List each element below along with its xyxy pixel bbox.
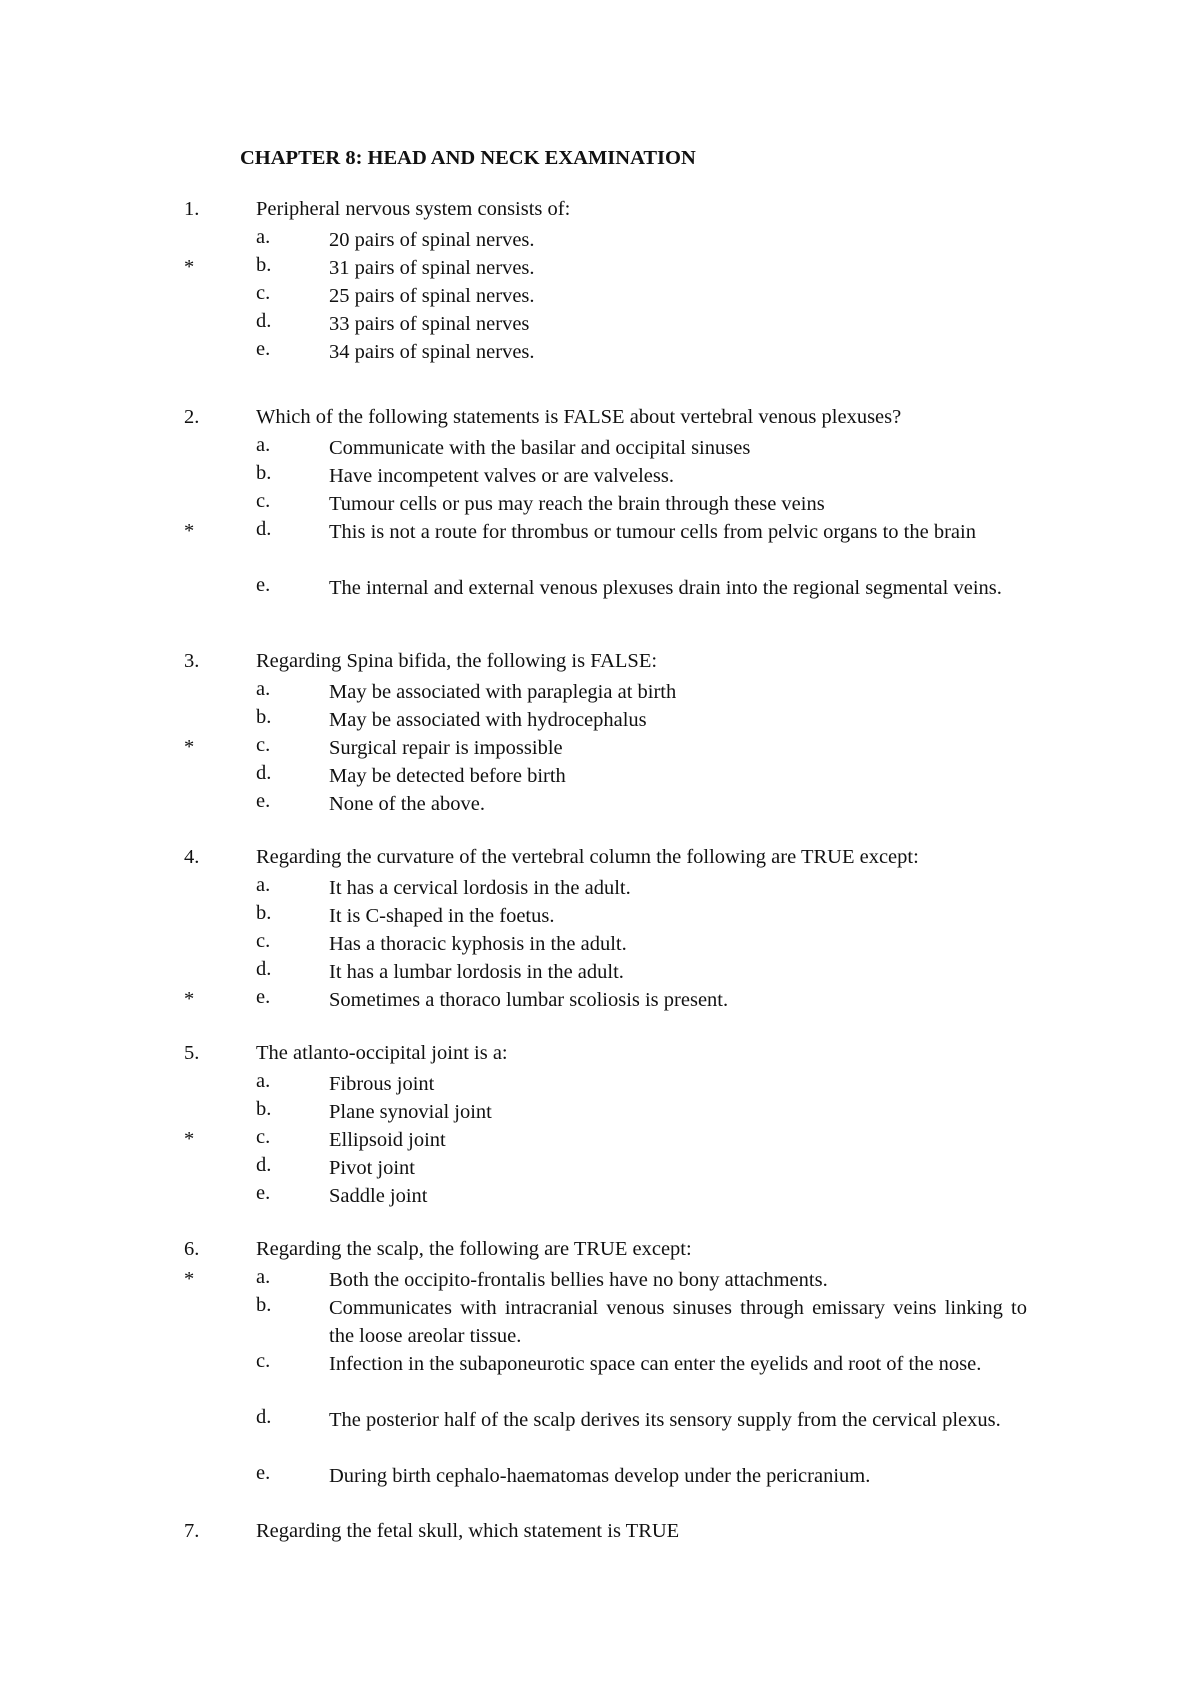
question-7 bbox=[0, 1520, 1200, 1548]
option-letter: c. bbox=[256, 1126, 271, 1148]
question-stem bbox=[0, 1520, 1200, 1548]
answer-marker: * bbox=[184, 520, 195, 542]
option-letter: a. bbox=[256, 678, 271, 700]
option-text: The internal and external venous plexuses drain into the regional segmental veins. bbox=[329, 577, 1002, 599]
option-letter: e. bbox=[256, 1182, 271, 1204]
option-letter: a. bbox=[256, 434, 271, 456]
option-text: 31 pairs of spinal nerves. bbox=[329, 257, 535, 279]
option-letter: e. bbox=[256, 986, 271, 1008]
answer-marker: * bbox=[184, 256, 195, 278]
option-text: Both the occipito-frontalis bellies have no bony attachments. bbox=[329, 1269, 828, 1291]
answer-marker: * bbox=[184, 1128, 195, 1150]
option-row bbox=[0, 434, 1200, 462]
question-2 bbox=[0, 406, 1200, 630]
option-text: It has a cervical lordosis in the adult. bbox=[329, 877, 631, 899]
option-row bbox=[0, 706, 1200, 734]
option-letter: d. bbox=[256, 958, 272, 980]
question-text: Regarding the fetal skull, which statement is TRUE bbox=[256, 1520, 680, 1542]
option-text: It has a lumbar lordosis in the adult. bbox=[329, 961, 624, 983]
option-letter: a. bbox=[256, 1070, 271, 1092]
option-row bbox=[0, 1294, 1200, 1350]
option-row bbox=[0, 1350, 1200, 1406]
option-text: May be detected before birth bbox=[329, 765, 566, 787]
option-text: 34 pairs of spinal nerves. bbox=[329, 341, 535, 363]
option-text: Pivot joint bbox=[329, 1157, 416, 1179]
option-letter: d. bbox=[256, 762, 272, 784]
option-text: This is not a route for thrombus or tumour cells from pelvic organs to the brain bbox=[329, 521, 976, 543]
option-letter: e. bbox=[256, 1462, 271, 1484]
option-row bbox=[0, 490, 1200, 518]
question-text: Regarding the curvature of the vertebral column the following are TRUE except: bbox=[256, 846, 919, 868]
option-text: It is C-shaped in the foetus. bbox=[329, 905, 555, 927]
option-letter: b. bbox=[256, 254, 272, 276]
question-text: Peripheral nervous system consists of: bbox=[256, 198, 571, 220]
option-letter: a. bbox=[256, 874, 271, 896]
option-text: 25 pairs of spinal nerves. bbox=[329, 285, 535, 307]
question-number: 1. bbox=[184, 198, 200, 220]
option-text: 20 pairs of spinal nerves. bbox=[329, 229, 535, 251]
option-row bbox=[0, 958, 1200, 986]
question-3 bbox=[0, 650, 1200, 818]
option-text: Ellipsoid joint bbox=[329, 1129, 446, 1151]
option-letter: b. bbox=[256, 1294, 272, 1316]
question-6 bbox=[0, 1238, 1200, 1490]
option-row bbox=[0, 1098, 1200, 1126]
question-number: 2. bbox=[184, 406, 200, 428]
answer-marker: * bbox=[184, 736, 195, 758]
option-text: 33 pairs of spinal nerves bbox=[329, 313, 530, 335]
option-text: May be associated with paraplegia at birth bbox=[329, 681, 677, 703]
option-letter: a. bbox=[256, 226, 271, 248]
option-row bbox=[0, 790, 1200, 818]
option-letter: b. bbox=[256, 902, 272, 924]
option-row bbox=[0, 1182, 1200, 1210]
option-row bbox=[0, 1406, 1200, 1462]
question-text: The atlanto-occipital joint is a: bbox=[256, 1042, 508, 1064]
option-text: The posterior half of the scalp derives its sensory supply from the cervical plexus. bbox=[329, 1409, 1001, 1431]
question-stem bbox=[0, 650, 1200, 678]
answer-marker: * bbox=[184, 1268, 195, 1290]
option-row bbox=[0, 1126, 1200, 1154]
option-letter: b. bbox=[256, 706, 272, 728]
question-stem bbox=[0, 1042, 1200, 1070]
option-row bbox=[0, 874, 1200, 902]
question-5 bbox=[0, 1042, 1200, 1210]
option-text: Sometimes a thoraco lumbar scoliosis is present. bbox=[329, 989, 729, 1011]
page-title: CHAPTER 8: HEAD AND NECK EXAMINATION bbox=[240, 147, 696, 169]
option-text: Has a thoracic kyphosis in the adult. bbox=[329, 933, 627, 955]
question-stem bbox=[0, 198, 1200, 226]
option-row bbox=[0, 762, 1200, 790]
option-letter: e. bbox=[256, 790, 271, 812]
option-text: Infection in the subaponeurotic space can enter the eyelids and root of the nose. bbox=[329, 1353, 982, 1375]
option-row bbox=[0, 986, 1200, 1014]
question-4 bbox=[0, 846, 1200, 1014]
option-text: Have incompetent valves or are valveless. bbox=[329, 465, 674, 487]
option-row bbox=[0, 310, 1200, 338]
option-text: Communicate with the basilar and occipital sinuses bbox=[329, 437, 751, 459]
option-row bbox=[0, 1154, 1200, 1182]
question-number: 3. bbox=[184, 650, 200, 672]
option-letter: e. bbox=[256, 338, 271, 360]
option-letter: d. bbox=[256, 1406, 272, 1428]
option-letter: c. bbox=[256, 490, 271, 512]
option-row bbox=[0, 902, 1200, 930]
option-letter: e. bbox=[256, 574, 271, 596]
question-stem bbox=[0, 1238, 1200, 1266]
option-row bbox=[0, 518, 1200, 574]
question-text: Regarding the scalp, the following are TRUE except: bbox=[256, 1238, 692, 1260]
option-letter: c. bbox=[256, 734, 271, 756]
option-row bbox=[0, 462, 1200, 490]
option-letter: a. bbox=[256, 1266, 271, 1288]
option-row bbox=[0, 282, 1200, 310]
option-text: Fibrous joint bbox=[329, 1073, 435, 1095]
question-number: 4. bbox=[184, 846, 200, 868]
option-row bbox=[0, 930, 1200, 958]
option-row bbox=[0, 226, 1200, 254]
option-letter: d. bbox=[256, 1154, 272, 1176]
option-row bbox=[0, 734, 1200, 762]
option-letter: b. bbox=[256, 1098, 272, 1120]
option-row bbox=[0, 574, 1200, 630]
question-number: 7. bbox=[184, 1520, 200, 1542]
question-number: 6. bbox=[184, 1238, 200, 1260]
option-text: Tumour cells or pus may reach the brain through these veins bbox=[329, 493, 825, 515]
option-letter: d. bbox=[256, 518, 272, 540]
option-row bbox=[0, 678, 1200, 706]
question-text: Which of the following statements is FALSE about vertebral venous plexuses? bbox=[256, 406, 902, 428]
option-text: None of the above. bbox=[329, 793, 485, 815]
question-stem bbox=[0, 406, 1200, 434]
question-number: 5. bbox=[184, 1042, 200, 1064]
option-row bbox=[0, 1266, 1200, 1294]
option-row bbox=[0, 254, 1200, 282]
option-letter: b. bbox=[256, 462, 272, 484]
option-text: Surgical repair is impossible bbox=[329, 737, 563, 759]
option-row bbox=[0, 1070, 1200, 1098]
option-text: Communicates with intracranial venous sinuses through emissary veins linking to the loose areolar tissue. bbox=[329, 1297, 1027, 1347]
option-row bbox=[0, 338, 1200, 366]
option-letter: c. bbox=[256, 282, 271, 304]
answer-marker: * bbox=[184, 988, 195, 1010]
question-1 bbox=[0, 198, 1200, 366]
option-letter: c. bbox=[256, 930, 271, 952]
option-text: May be associated with hydrocephalus bbox=[329, 709, 647, 731]
option-text: Plane synovial joint bbox=[329, 1101, 492, 1123]
option-letter: c. bbox=[256, 1350, 271, 1372]
question-text: Regarding Spina bifida, the following is FALSE: bbox=[256, 650, 658, 672]
option-row bbox=[0, 1462, 1200, 1490]
question-stem bbox=[0, 846, 1200, 874]
option-letter: d. bbox=[256, 310, 272, 332]
option-text: Saddle joint bbox=[329, 1185, 428, 1207]
option-text: During birth cephalo-haematomas develop under the pericranium. bbox=[329, 1465, 871, 1487]
